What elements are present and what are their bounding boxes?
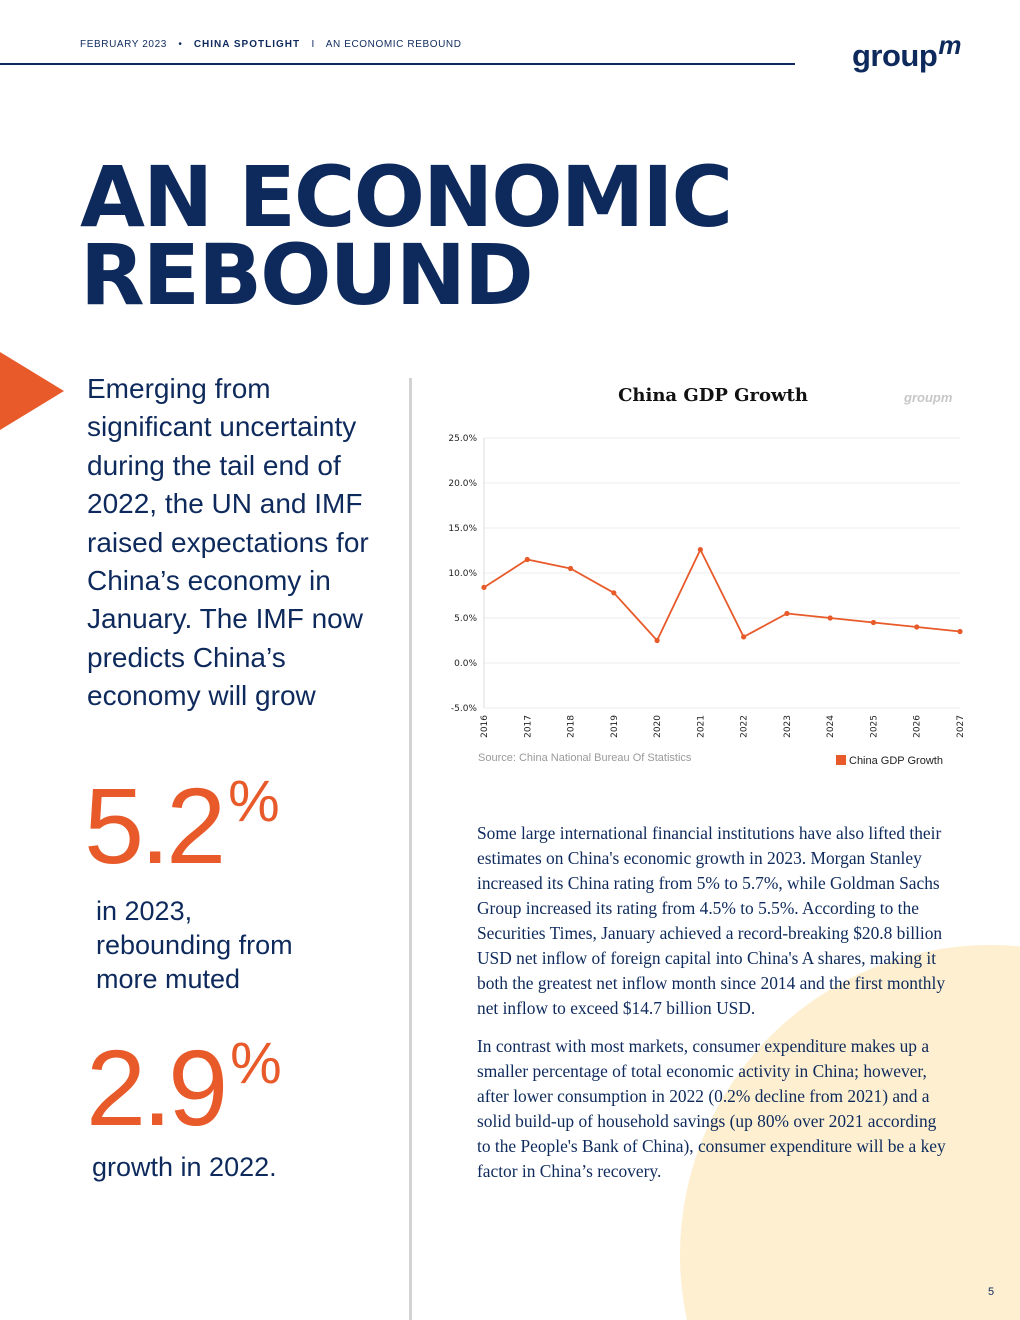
header-date: FEBRUARY 2023 (80, 39, 167, 50)
data-point (914, 624, 919, 629)
page-title-line1: AN ECONOMIC (80, 148, 732, 246)
page-title-line2: REBOUND (80, 226, 532, 324)
y-tick-label: -5.0% (450, 704, 477, 714)
legend-swatch (836, 755, 846, 765)
data-point (611, 590, 616, 595)
chart-source: Source: China National Bureau Of Statistics (478, 752, 692, 764)
page-number: 5 (988, 1286, 995, 1298)
data-point (481, 585, 486, 590)
x-tick-label: 2017 (523, 715, 534, 738)
stat-2022-caption: growth in 2022. (92, 1152, 277, 1182)
x-tick-label: 2024 (826, 715, 837, 738)
y-tick-label: 20.0% (448, 479, 477, 489)
body-text (477, 821, 947, 1197)
data-point (654, 638, 659, 643)
stat-2023-value: 5.2 % (84, 765, 280, 886)
data-point (828, 615, 833, 620)
y-tick-label: 0.0% (454, 659, 477, 669)
data-point (698, 547, 703, 552)
gdp-chart (430, 378, 1000, 778)
y-tick-label: 25.0% (448, 434, 477, 444)
chart-title: China GDP Growth (618, 385, 808, 406)
y-tick-label: 15.0% (448, 524, 477, 534)
header-bullet: • (178, 39, 183, 50)
column-divider (409, 378, 412, 1320)
groupm-logo: group$^m$ (852, 30, 961, 73)
data-point (568, 566, 573, 571)
x-tick-label: 2016 (480, 715, 490, 738)
data-point (525, 557, 530, 562)
y-tick-label: 5.0% (454, 614, 477, 624)
header-separator: I (311, 39, 315, 50)
y-tick-label: 10.0% (448, 569, 477, 579)
x-tick-label: 2018 (566, 715, 577, 738)
body-paragraph-2: In contrast with most markets, consumer expenditure makes up a smaller percentage of total economic activity in China; however, after lower consumption in 2022 (0.2% decline from 2021) and a solid build-up of household savings (up 80% over 2021 according to the People's Bank of China), consumer expenditure will be a key factor in China’s recovery. (477, 1036, 946, 1181)
data-point (871, 620, 876, 625)
chart-legend (836, 755, 943, 767)
header-section: CHINA SPOTLIGHT (193, 39, 301, 50)
x-tick-label: 2023 (782, 715, 793, 738)
data-point (957, 629, 962, 634)
x-tick-label: 2022 (739, 715, 750, 738)
x-tick-label: 2020 (653, 715, 664, 738)
data-point (741, 634, 746, 639)
series-line (484, 550, 960, 641)
stat-2023-caption: in 2023, rebounding from more muted (96, 896, 293, 994)
header-rule (0, 63, 795, 65)
data-point (784, 611, 789, 616)
chart-plot (430, 378, 1000, 748)
page-title (80, 148, 980, 324)
x-tick-label: 2019 (609, 715, 620, 738)
x-tick-label: 2021 (696, 715, 707, 738)
legend-label: China GDP Growth (849, 755, 943, 767)
header-breadcrumb (80, 39, 462, 50)
x-tick-label: 2027 (956, 715, 966, 738)
header-subsection: AN ECONOMIC REBOUND (325, 39, 462, 50)
intro-text: Emerging from significant uncertainty during the tail end of 2022, the UN and IMF raised expectations for China’s economy in January. The IMF now predicts China’s economy will grow (87, 373, 369, 712)
body-paragraph-1: Some large international financial institutions have also lifted their estimates on China's economic growth in 2023. Morgan Stanley increased its China rating from 5% to 5.7%, while Goldman Sachs Group increased its rating from 4.5% to 5.5%. According to the Securities Times, January achieved a record-breaking $20.8 billion USD net inflow of foreign capital into China's A shares, making it both the greatest net inflow month since 2014 and the first monthly net inflow to exceed $14.7 billion USD. (477, 823, 946, 1018)
x-tick-label: 2025 (869, 715, 880, 738)
arrow-icon (0, 352, 64, 430)
stat-2022-value: 2.9 % (86, 1027, 282, 1148)
x-tick-label: 2026 (912, 715, 923, 738)
chart-logo: groupm (904, 390, 953, 405)
